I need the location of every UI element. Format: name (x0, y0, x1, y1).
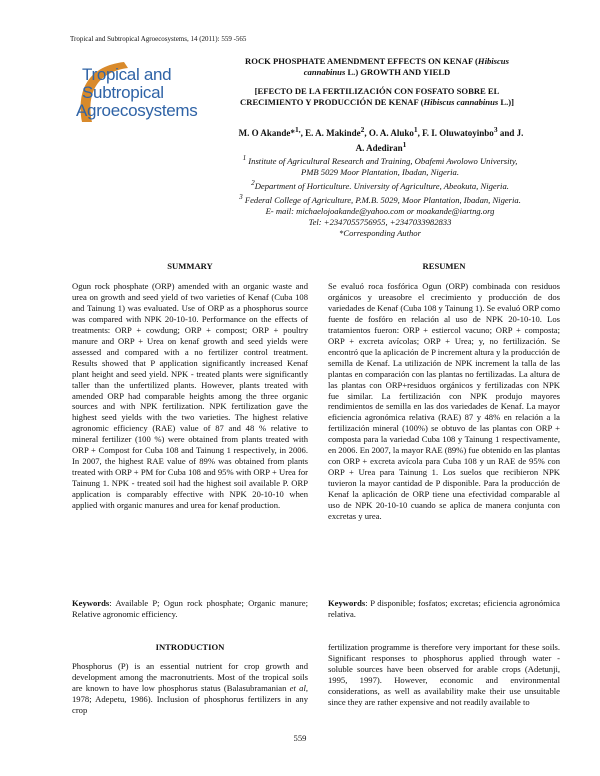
title-block (232, 56, 522, 108)
title-english: ROCK PHOSPHATE AMENDMENT EFFECTS ON KENAF (Hibiscus cannabinus L.) GROWTH AND YIELD (245, 56, 509, 77)
introduction-heading: INTRODUCTION (155, 642, 225, 652)
affiliation-1-address: PMB 5029 Moor Plantation, Ibadan, Nigeria. (300, 166, 460, 177)
telephone-line: Tel: +2347055756955, +2347033982833 (308, 216, 452, 227)
author-list: M. O Akande*$^{1,}$, E. A. Makinde$^2$, O. A. Aluko$^1$, F. I. Oluwatoyinbo$^3$ and J. A. Adediran$^1$ (238, 125, 524, 153)
affiliation-1: $^1$ Institute of Agricultural Research and Training, Obafemi Awolowo University, (242, 154, 518, 166)
email-line: E- mail: michaelojoakande@yahoo.com or moakande@iartng.org (265, 205, 495, 216)
logo-line-3: Agroecosystems (76, 101, 198, 120)
affiliations (190, 153, 570, 239)
introduction-left-text: Phosphorus (P) is an essential nutrient for crop growth and development among the macronutrients. Most of the tropical soils are known to have low phosphorus status (Balasubramanian et al, 1978; Adepetu, 1986). Inclusion of phosphorus fertilizers in any crop (72, 661, 308, 715)
summary-keywords: Keywords: Available P; Ogun rock phosphate; Organic manure; Relative agronomic efficiency. (72, 598, 308, 619)
resumen-heading: RESUMEN (422, 261, 466, 271)
journal-header: Tropical and Subtropical Agroecosystems, 14 (2011): 559 -565 (70, 35, 247, 43)
resumen-text: Se evaluó roca fosfórica Ogun (ORP) combinada con residuos orgánicos y ureasobre el crecimiento y producción de dos variedades de Kenaf (Cuba 108 y Tainung 1). Se evaluó ORP como fuente de fosfóro en relación al uso de NPK 20-10-10. Los tratamientos fueron: ORP + estiercol vacuno; ORP + composta; ORP + excreta avícolas; ORP + Urea; y, no fertilización. Se encontró que la aplicación de P increment altura y la producción de semilla de Kenaf. La utilización de NPK increment la talla de las plantas en comparación con las plantas no fertilizadas. La altura de las plantas con ORP+residuos orgánicos y fertilizadas con NPK fue similar. La fertilización con NPK produjo mayores rendimientos de semilla en las dos variedades de Kenaf. La mayor eficiencia agronómica relativa (RAE) 87 y 48% en relación a la fertilización mineral (100%) se obtuvo de las plantas con ORP + composta para la variedad Cuba 108 y Tainung 1 respectivamente, en 2006. En 2007, la mayor RAE (89%) fue obtenido en las plantas con ORP + excreta avícola para Cuba 108 y un RAE de 95% con ORP + Urea para Tainung 1. Los suelos que recibieron NPK tuvieron la mayor cantidad de P disponible. Para la producción de Kenaf la aplicación de ORP tiene una efectividad comparable al uso de NPK 20-10-10 cuando se aplica de manera conjunta con excretas y urea. (328, 281, 560, 522)
journal-logo (72, 58, 232, 136)
corresponding-author-note: *Corresponding Author (339, 227, 421, 238)
title-spanish: [EFECTO DE LA FERTILIZACIÓN CON FOSFATO SOBRE EL CRECIMIENTO Y PRODUCCIÓN DE KENAF (Hibiscus cannabinus L.)] (240, 86, 514, 107)
summary-heading: SUMMARY (167, 261, 213, 271)
introduction-right-text: fertilization programme is therefore very important for these soils. Significant responses to phosphorus applied through water - soluble sources have been observed for arable crops (Adetunji, 1995, 1997). However, economic and environmental considerations, as well as availability make their use unsuitable since they are rather expensive and not readily available to (328, 642, 560, 707)
summary-text: Ogun rock phosphate (ORP) amended with an organic waste and urea on growth and seed yield of two varieties of Kenaf (Cuba 108 and Tainung 1) was evaluated. Use of ORP as a phosphorus source was compared with NPK 20-10-10. Performance on the effects of treatments: ORP + cowdung; ORP + compost; ORP + poultry manure and ORP + Urea on kenaf growth and seed yields were assessed and compared with a no fertilizer control treatment. Results showed that P application significantly increased Kenaf plant height and seed yield. NPK - treated plants were significantly taller than the unfertilized plants. However, plants treated with amended ORP had comparable heights among the three organic sources and with NPK fertilization. NPK fertilization gave the highest seed yields with the two varieties. The highest relative agronomic efficiency (RAE) value of 87 and 48 % relative to mineral fertilizer (100 %) were obtained from plants treated with ORP + Compost for Cuba 108 and Tainung 1 respectively, in 2006. In 2007, the highest RAE value of 89% was obtained from plants treated with ORP + PM for Cuba 108 and 95% with ORP + Urea for Tainung 1. NPK - treated soil had the highest soil available P. ORP application is comparably effective with NPK 20-10-10 when applied with organic manures and urea for kenaf production. (72, 281, 308, 511)
affiliation-3: $^3$ Federal College of Agriculture, P.M.B. 5029, Moor Plantation, Ibadan, Nigeria. (239, 192, 521, 205)
page-number: 559 (293, 733, 307, 743)
logo-line-1: Tropical and (82, 65, 172, 84)
resumen-keywords: Keywords: P disponible; fosfatos; excretas; eficiencia agronómica relativa. (328, 598, 560, 619)
logo-line-2: Subtropical (82, 83, 164, 102)
affiliation-2: $^2$Department of Horticulture. University of Agriculture, Abeokuta, Nigeria. (251, 178, 509, 191)
